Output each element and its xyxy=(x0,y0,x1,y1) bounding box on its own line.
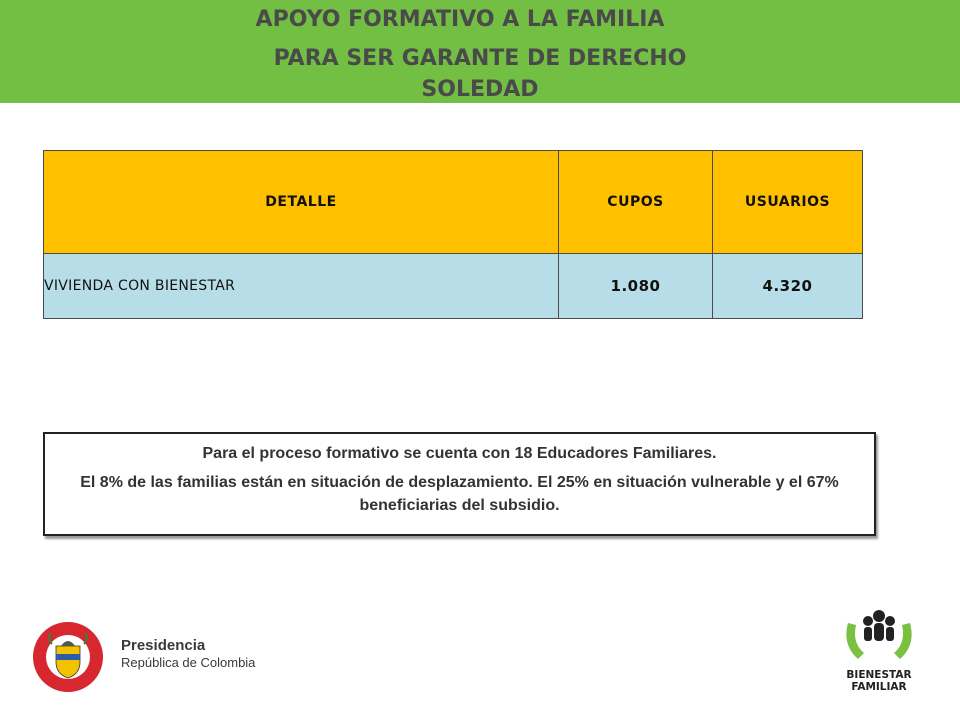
info-line-porcentajes: El 8% de las familias están en situación de desplazamiento. El 25% en situación vulnerable y el 67% beneficiarias del subsidio. xyxy=(80,474,839,514)
page-subtitle: PARA SER GARANTE DE DERECHO xyxy=(273,46,687,71)
column-header-cupos: CUPOS xyxy=(559,151,713,254)
presidencia-subtitle: República de Colombia xyxy=(121,655,256,670)
cell-usuarios: 4.320 xyxy=(713,254,863,319)
table-row xyxy=(44,254,863,319)
bienestar-text-line1: BIENESTAR xyxy=(846,669,912,681)
info-box xyxy=(43,432,876,536)
data-table xyxy=(43,150,863,319)
bienestar-familiar-icon xyxy=(840,603,918,695)
page-title: APOYO FORMATIVO A LA FAMILIA xyxy=(255,7,665,32)
column-header-detalle: DETALLE xyxy=(44,151,559,254)
bienestar-familiar-logo xyxy=(840,603,918,695)
bienestar-text-line2: FAMILIAR xyxy=(851,681,907,693)
header-banner xyxy=(0,0,960,103)
table-header-row xyxy=(44,151,863,254)
cell-cupos: 1.080 xyxy=(559,254,713,319)
presidencia-logo xyxy=(30,620,256,695)
cell-detalle: VIVIENDA CON BIENESTAR xyxy=(44,254,559,319)
column-header-usuarios: USUARIOS xyxy=(713,151,863,254)
presidencia-title: Presidencia xyxy=(121,637,206,654)
info-line-educadores: Para el proceso formativo se cuenta con 18 Educadores Familiares. xyxy=(202,445,717,462)
page-location: SOLEDAD xyxy=(421,77,539,102)
colombia-seal-icon xyxy=(30,620,110,695)
